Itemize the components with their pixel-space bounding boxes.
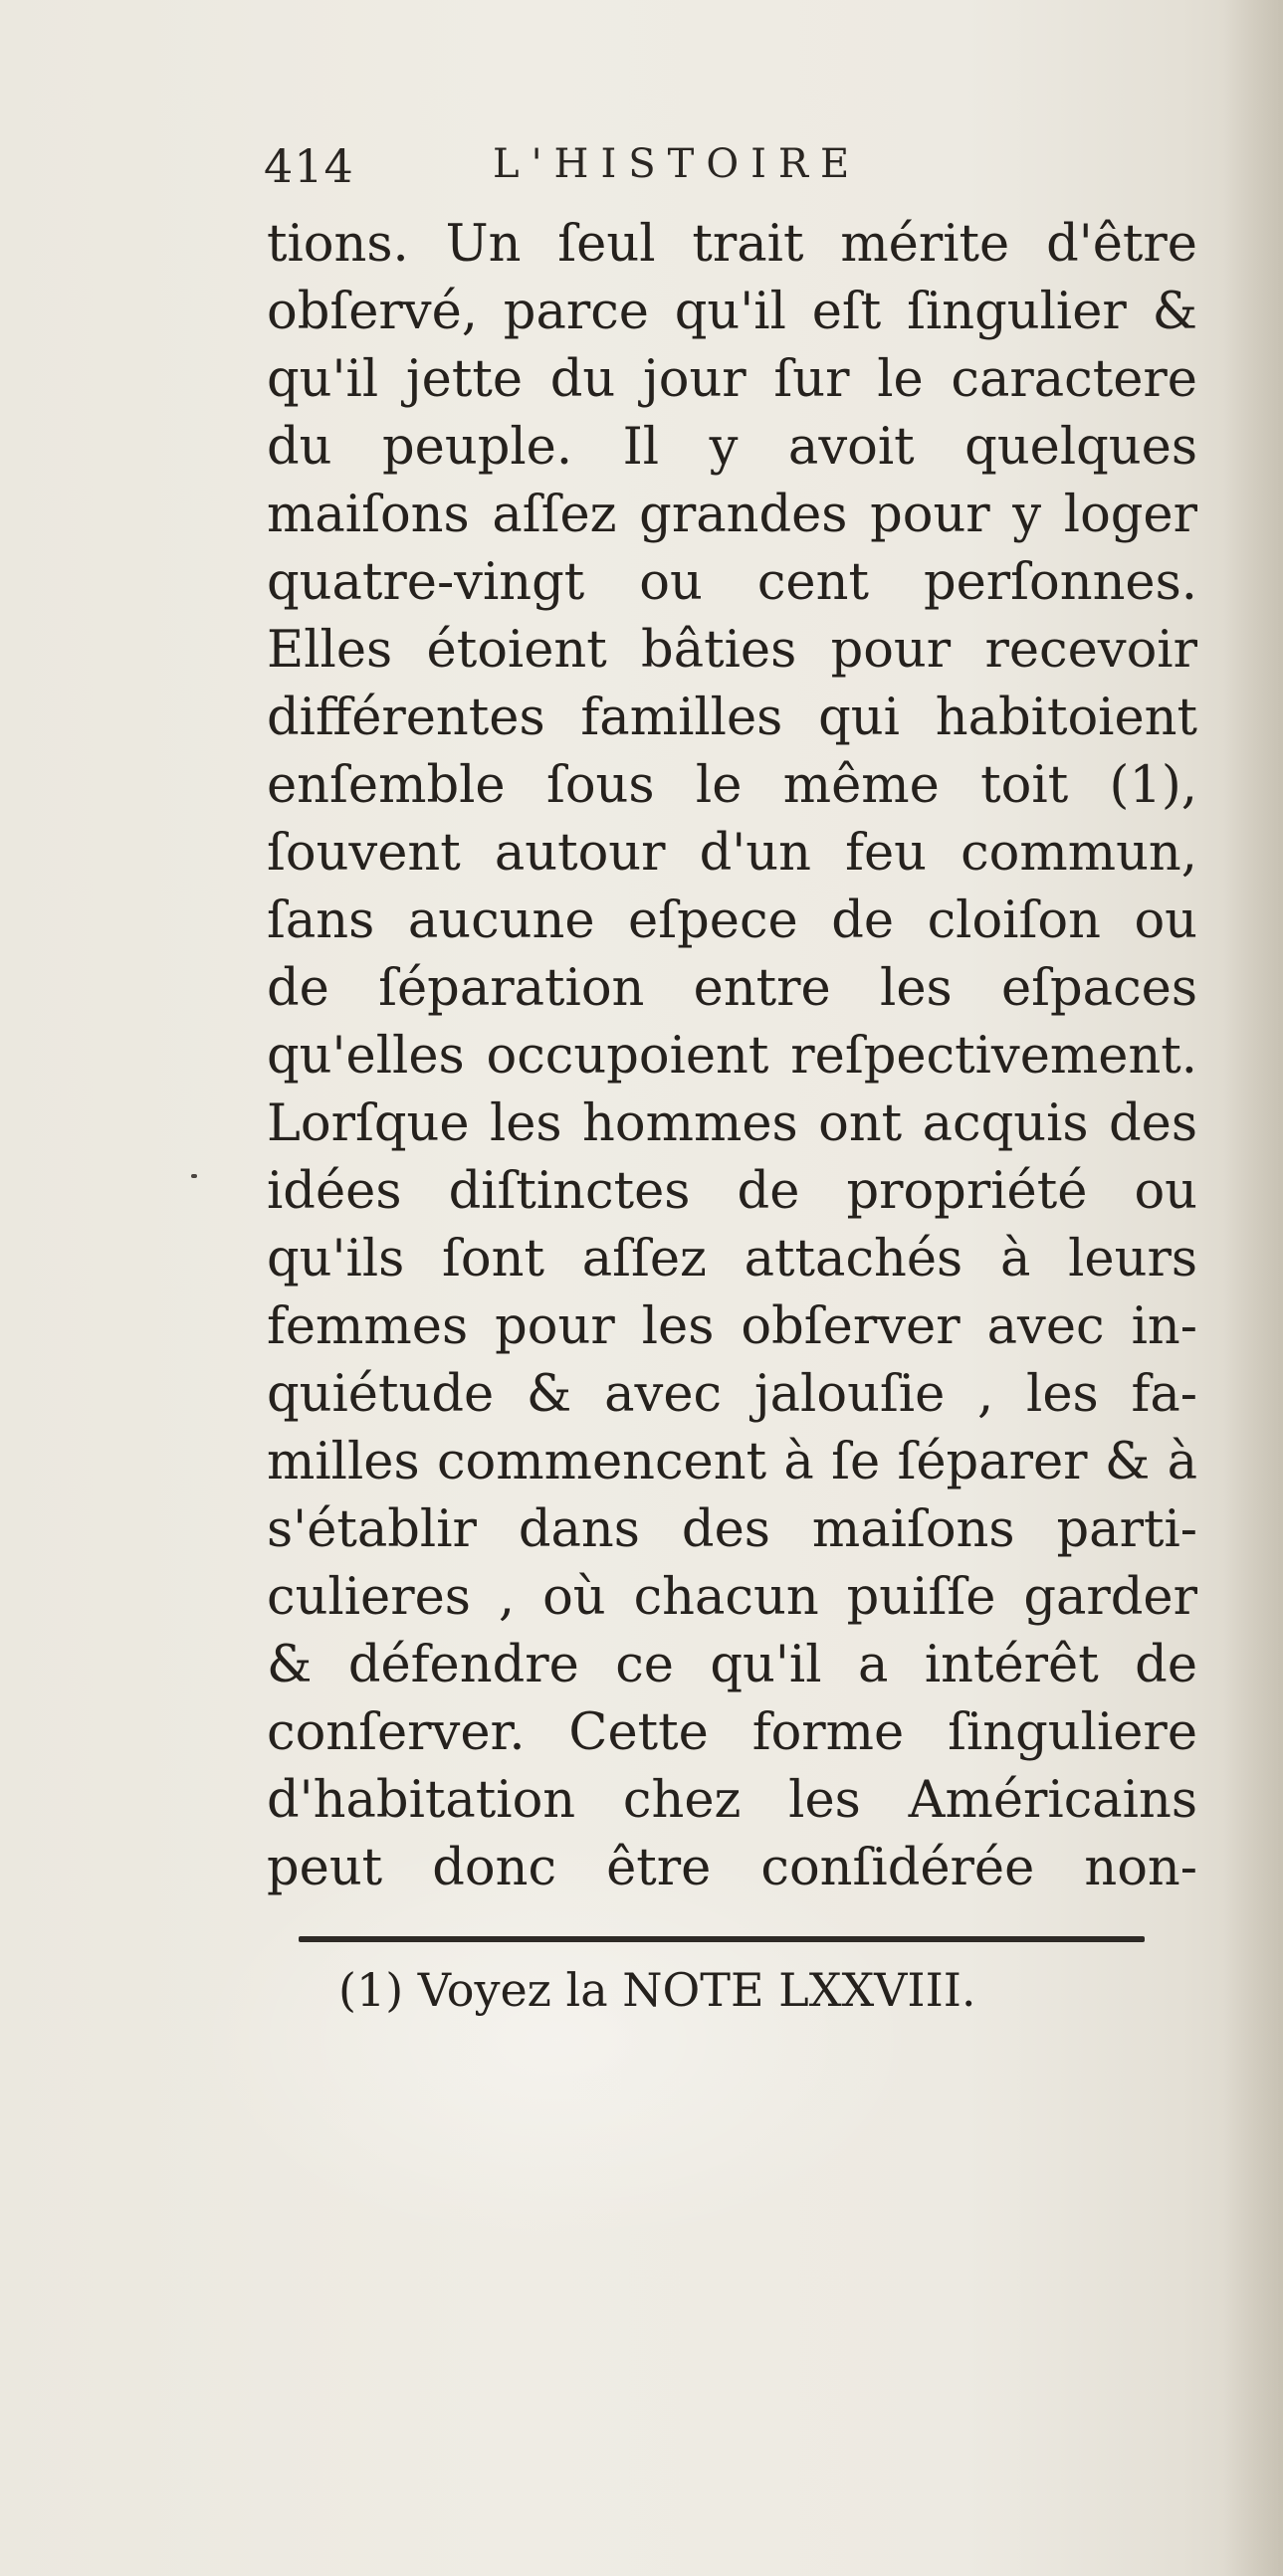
footnote-rule [299, 1936, 1145, 1942]
text-line: s'établir dans des maiſons parti- [267, 1500, 1197, 1559]
text-line: différentes familles qui habitoient [267, 689, 1197, 747]
text-line: d'habitation chez les Américains [267, 1771, 1197, 1830]
text-line: tions. Un ſeul trait mérite d'être [267, 215, 1197, 274]
text-line: du peuple. Il y avoit quelques [267, 418, 1197, 477]
text-line: culieres , où chacun puiſſe garder [267, 1568, 1197, 1627]
text-line: qu'il jette du jour ſur le caractere [267, 350, 1197, 409]
text-line: milles commencent à ſe ſéparer & à [267, 1433, 1197, 1491]
body-text [267, 211, 1197, 1902]
text-line: obſervé, parce qu'il eſt ſingulier & [267, 283, 1197, 341]
text-line: peut donc être conſidérée non- [267, 1839, 1197, 1897]
text-line: qu'elles occupoient reſpectivement. [267, 1027, 1197, 1086]
text-line: de ſéparation entre les eſpaces [267, 959, 1197, 1018]
footnote: (1) Voyez la NOTE LXXVIII. [338, 1963, 976, 2017]
text-line: idées diſtinctes de propriété ou [267, 1162, 1197, 1221]
text-line: conſerver. Cette forme ſinguliere [267, 1703, 1197, 1762]
text-line: femmes pour les obſerver avec in- [267, 1297, 1197, 1356]
text-line: & défendre ce qu'il a intérêt de [267, 1636, 1197, 1694]
margin-ink-mark [191, 1174, 197, 1178]
text-line: ſans aucune eſpece de cloiſon ou [267, 892, 1197, 950]
text-line: Elles étoient bâties pour recevoir [267, 621, 1197, 680]
page-number: 414 [264, 139, 354, 193]
text-line: quiétude & avec jalouſie , les fa- [267, 1365, 1197, 1424]
text-line: ſouvent autour d'un feu commun, [267, 824, 1197, 883]
page-edge-shadow [1223, 0, 1283, 2576]
running-title: L'HISTOIRE [493, 141, 862, 187]
text-line: qu'ils ſont aſſez attachés à leurs [267, 1230, 1197, 1288]
text-line: maiſons aſſez grandes pour y loger [267, 486, 1197, 544]
text-line: quatre-vingt ou cent perſonnes. [267, 553, 1197, 612]
text-line: Lorſque les hommes ont acquis des [267, 1094, 1197, 1153]
text-line: enſemble ſous le même toit (1), [267, 756, 1197, 815]
